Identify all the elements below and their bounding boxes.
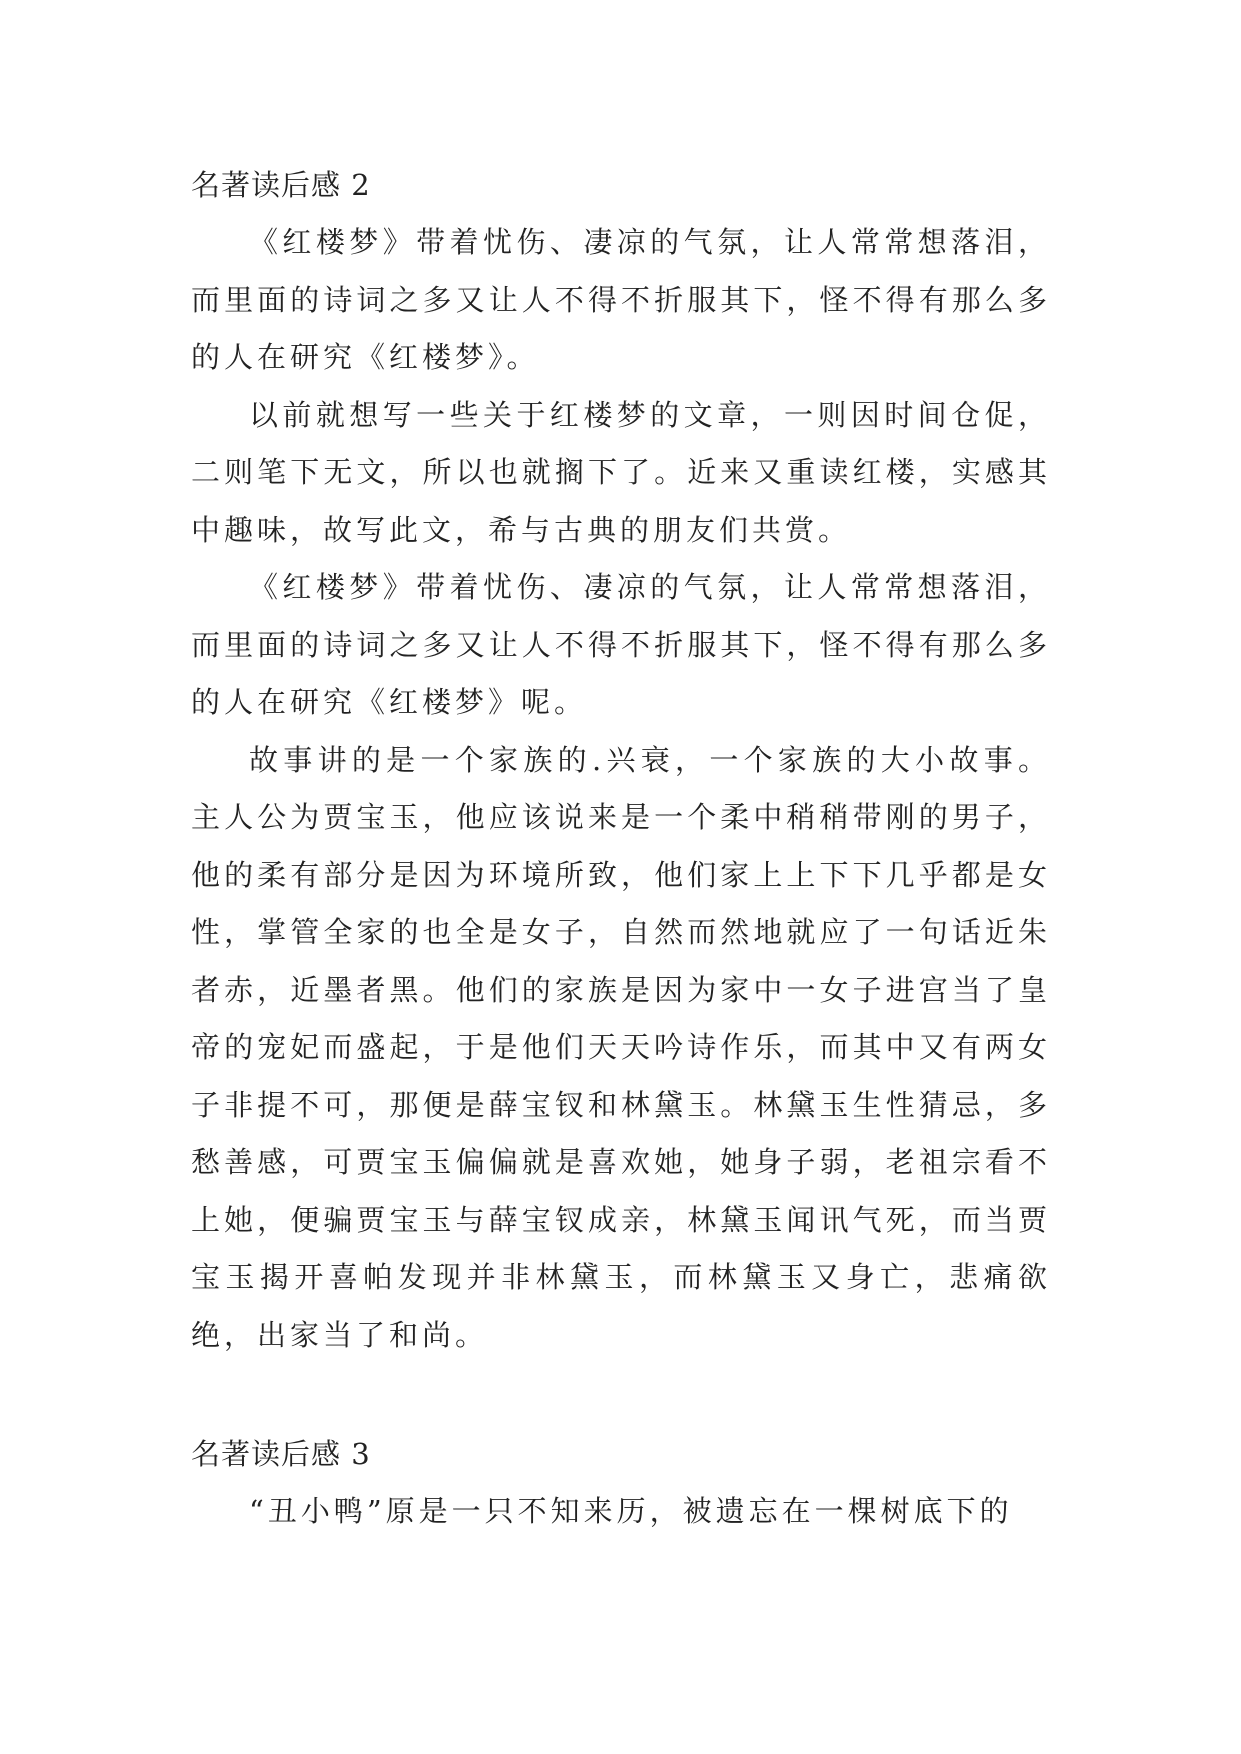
section-title: 名著读后感 2: [191, 168, 371, 202]
section-title: 名著读后感 3: [191, 1437, 371, 1471]
paragraph: 以前就想写一些关于红楼梦的文章，一则因时间仓促，二则笔下无文，所以也就搁下了。近来又重读红楼，实感其中趣味，故写此文，希与古典的朋友们共赏。: [191, 397, 1051, 547]
section-2: [191, 156, 1051, 1364]
paragraph: 《红楼梦》带着忧伤、凄凉的气氛，让人常常想落泪，而里面的诗词之多又让人不得不折服其下，怪不得有那么多的人在研究《红楼梦》呢。: [191, 570, 1051, 719]
paragraph: 《红楼梦》带着忧伤、凄凉的气氛，让人常常想落泪，而里面的诗词之多又让人不得不折服其下，怪不得有那么多的人在研究《红楼梦》。: [191, 225, 1051, 374]
paragraph: “丑小鸭”原是一只不知来历，被遗忘在一棵树底下的: [249, 1494, 1013, 1528]
section-3: [191, 1425, 1051, 1541]
paragraph: 故事讲的是一个家族的.兴衰，一个家族的大小故事。主人公为贾宝玉，他应该说来是一个柔中稍稍带刚的男子，他的柔有部分是因为环境所致，他们家上上下下几乎都是女性，掌管全家的也全是女子，自然而然地就应了一句话近朱者赤，近墨者黑。他们的家族是因为家中一女子进宫当了皇帝的宠妃而盛起，于是他们天天吟诗作乐，而其中又有两女子非提不可，那便是薛宝钗和林黛玉。林黛玉生性猜忌，多愁善感，可贾宝玉偏偏就是喜欢她，她身子弱，老祖宗看不上她，便骗贾宝玉与薛宝钗成亲，林黛玉闻讯气死，而当贾宝玉揭开喜帕发现并非林黛玉，而林黛玉又身亡，悲痛欲绝，出家当了和尚。: [191, 742, 1051, 1352]
